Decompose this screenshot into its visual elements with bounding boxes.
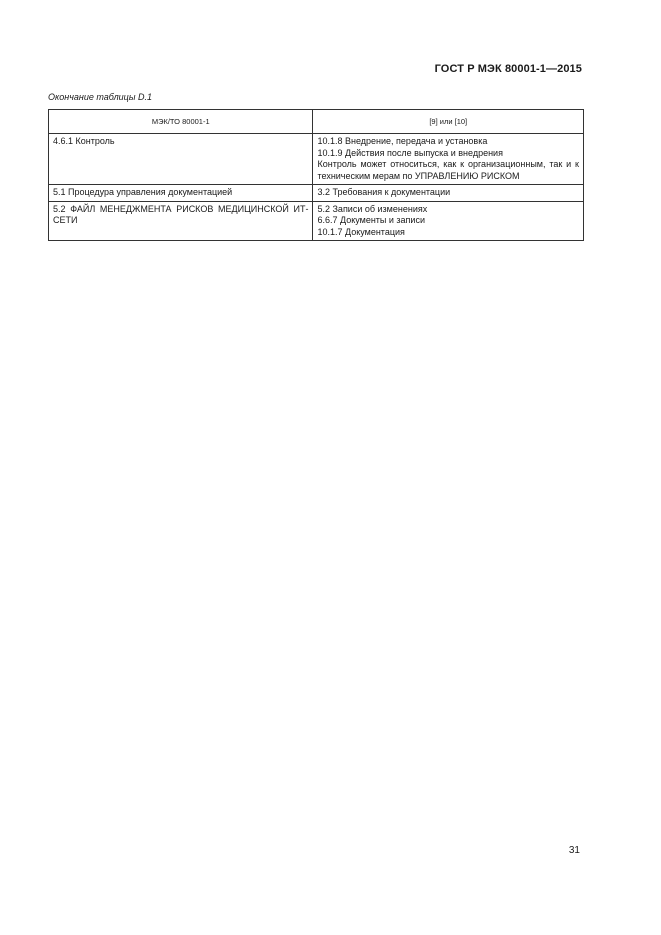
table-row	[49, 201, 584, 241]
column-header-reference: [9] или [10]	[313, 110, 584, 134]
table-cell-right	[313, 185, 584, 202]
table-row	[49, 134, 584, 185]
cell-text: 5.1 Процедура управления документацией	[53, 187, 233, 197]
correspondence-table	[48, 109, 584, 241]
table-row	[49, 185, 584, 202]
document-header: ГОСТ Р МЭК 80001-1—2015	[434, 63, 582, 75]
page-number: 31	[568, 845, 580, 856]
table-cell-left	[49, 201, 313, 241]
cell-text: 3.2 Требования к документации	[317, 187, 451, 197]
cell-text: Контроль может относиться, как к организационным, так и к техническим мерам по УПРАВЛЕНИЮ РИСКОМ	[317, 159, 579, 181]
cell-text: 10.1.9 Действия после выпуска и внедрения	[317, 147, 503, 158]
cell-text: 5.2 ФАЙЛ МЕНЕДЖМЕНТА РИСКОВ МЕДИЦИНСКОЙ ИТ-СЕТИ	[53, 203, 309, 225]
cell-text: 6.6.7 Документы и записи	[317, 215, 425, 225]
column-header-iec: МЭК/ТО 80001-1	[49, 110, 313, 134]
table-header-row	[49, 110, 584, 134]
cell-text: 4.6.1 Контроль	[53, 136, 115, 146]
table-cell-right	[313, 201, 584, 241]
cell-text: 10.1.7 Документация	[317, 226, 405, 237]
table-caption: Окончание таблицы D.1	[48, 92, 152, 102]
table-cell-right	[313, 134, 584, 185]
cell-text: 5.2 Записи об изменениях	[317, 203, 428, 214]
cell-text: 10.1.8 Внедрение, передача и установка	[317, 136, 488, 146]
table-cell-left	[49, 185, 313, 202]
table-cell-left	[49, 134, 313, 185]
